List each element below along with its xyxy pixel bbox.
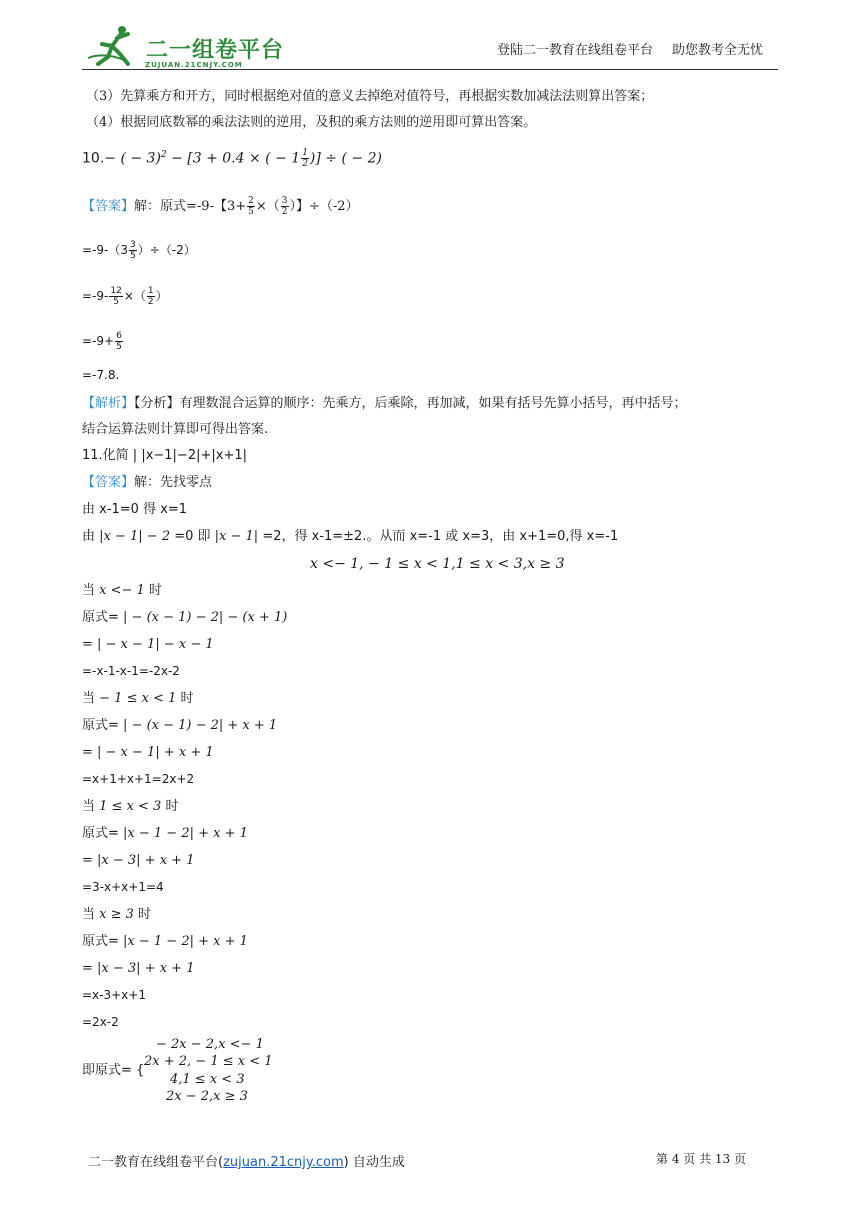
q11-case-4-line-1: 原式= |x − 1 − 2| + x + 1 (82, 934, 248, 949)
header-slogan-left: 登陆二一教育在线组卷平台 (497, 43, 654, 58)
q10-expr-c: )] ÷ ( − 2) (309, 150, 382, 167)
q11-case-4-line-2: = |x − 3| + x + 1 (82, 961, 195, 976)
q11-case-2-line-3: =x+1+x+1=2x+2 (82, 772, 195, 786)
q10-step-3: =-9+ $\frac{6}{5}$ (82, 331, 122, 352)
q11-case-3-line-2: = |x − 3| + x + 1 (82, 853, 195, 868)
q11-case-4-line-3: =x-3+x+1 (82, 988, 146, 1002)
q10-expr-sup: 2 (160, 149, 167, 160)
q10-question (82, 148, 382, 169)
piecewise-row: 4,1 ≤ x < 3 (170, 1072, 245, 1087)
analysis-tag: 【解析】 (82, 396, 135, 411)
q10-analysis-line-1: 【解析】【分析】有理数混合运算的顺序：先乘方，后乘除，再加减，如果有括号先算小括号，再中括号； (82, 396, 687, 411)
q11-case-3-header: 当 1 ≤ x < 3 时 (82, 799, 179, 814)
piecewise-row: − 2x − 2,x <− 1 (156, 1037, 264, 1052)
q10-step-2: =-9- $\frac{12}{5}$ ×（ $\frac{1}{2}$ ） (82, 286, 168, 307)
footer-link[interactable]: zujuan.21cnjy.com (223, 1155, 344, 1170)
runner-logo-icon (84, 24, 142, 68)
q11-line-2: 由 |x − 1| − 2 =0 即 |x − 1| =2，得 x-1=±2.。从而 x=-1 或 x=3，由 x+1=0,得 x=-1 (82, 529, 619, 544)
page-number: 第 4 页 共 13 页 (656, 1152, 746, 1166)
q10-fraction: $\frac{1}{2}$ (302, 148, 308, 169)
piecewise-row: 2x − 2,x ≥ 3 (166, 1089, 248, 1104)
q10-analysis-line-2: 结合运算法则计算即可得出答案. (82, 422, 269, 437)
q10-step-1: =-9-（3 $\frac{3}{5}$ ）÷（-2） (82, 240, 196, 261)
q11-case-3-line-1: 原式= |x − 1 − 2| + x + 1 (82, 826, 248, 841)
q10-answer-lead: 解：原式=-9-【3+ (134, 199, 247, 214)
logo-text: 二一组卷平台 (146, 38, 285, 63)
q10-answer-mid: ×（ (255, 199, 280, 214)
q10-expr-a: − ( − 3) (104, 150, 161, 167)
q10-expr-b: − [3 + 0.4 × ( − 1 (166, 150, 301, 167)
prev-analysis-line-3: （3）先算乘方和开方，同时根据绝对值的意义去掉绝对值符号，再根据实数加减法法则算出答案； (86, 89, 654, 104)
q11-intervals: x <− 1, − 1 ≤ x < 1,1 ≤ x < 3,x ≥ 3 (310, 556, 565, 572)
q11-case-2-line-1: 原式= | − (x − 1) − 2| + x + 1 (82, 718, 278, 733)
q11-case-1-line-3: =-x-1-x-1=-2x-2 (82, 664, 180, 678)
q10-step-4: =-7.8. (82, 368, 120, 382)
q11-final-label: 即原式= { (82, 1063, 145, 1078)
piecewise-row: 2x + 2, − 1 ≤ x < 1 (144, 1054, 273, 1069)
q11-case-2-line-2: = | − x − 1| + x + 1 (82, 745, 214, 760)
q10-answer-line (82, 196, 359, 217)
q11-line-1: 由 x-1=0 得 x=1 (82, 502, 188, 517)
footer-source: 二一教育在线组卷平台(zujuan.21cnjy.com) 自动生成 (88, 1155, 405, 1170)
q11-case-1-line-1: 原式= | − (x − 1) − 2| − (x + 1) (82, 610, 288, 625)
header-divider (82, 69, 778, 70)
header-slogan-right: 助您教考全无忧 (672, 43, 764, 58)
q11-case-3-line-3: =3-x+x+1=4 (82, 880, 164, 894)
q11-question: 11.化简 | |x−1|−2|+|x+1| (82, 448, 247, 463)
logo-url: ZUJUAN.21CNJY.COM (145, 61, 243, 69)
q10-answer-frac1: $\frac{2}{5}$ (248, 196, 254, 217)
answer-tag: 【答案】 (82, 199, 135, 214)
q10-answer-end: ）】÷（-2） (289, 199, 359, 214)
q11-case-2-header: 当 − 1 ≤ x < 1 时 (82, 691, 194, 706)
q10-answer-frac2: $\frac{3}{2}$ (281, 196, 288, 217)
q11-answer-line: 【答案】解：先找零点 (82, 475, 213, 490)
q11-case-1-line-2: = | − x − 1| − x − 1 (82, 637, 214, 652)
prev-analysis-line-4: （4）根据同底数幂的乘法法则的逆用，及积的乘方法则的逆用即可算出答案。 (86, 115, 537, 130)
answer-tag: 【答案】 (82, 475, 135, 490)
q11-case-1-header: 当 x <− 1 时 (82, 583, 162, 598)
q10-number: 10. (82, 150, 105, 167)
q11-case-4-line-4: =2x-2 (82, 1015, 119, 1029)
q11-case-4-header: 当 x ≥ 3 时 (82, 907, 152, 922)
